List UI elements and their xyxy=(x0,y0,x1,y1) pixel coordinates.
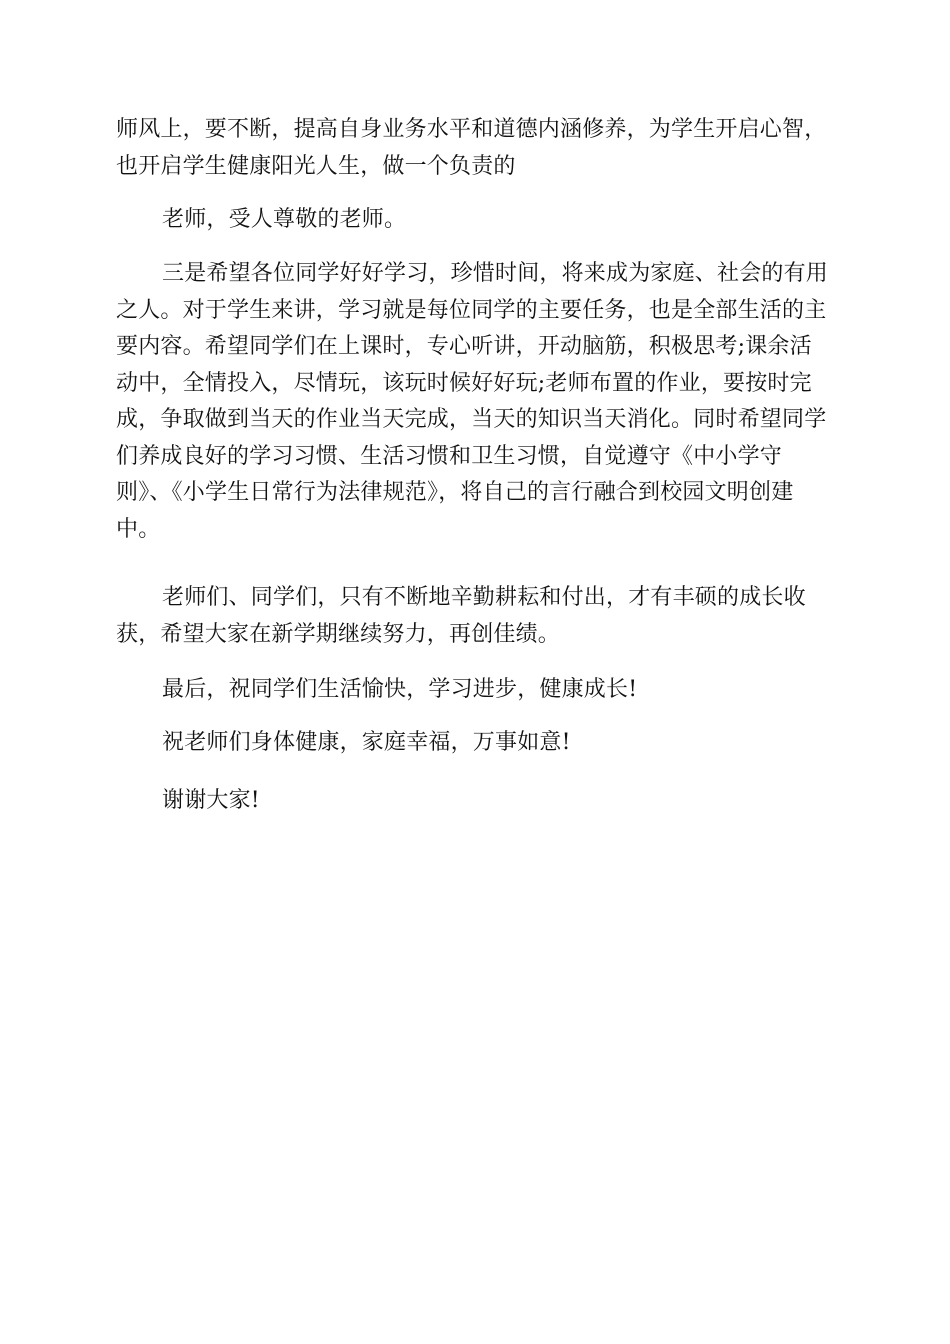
text-line: 要内容。希望同学们在上课时，专心听讲，开动脑筋，积极思考;课余活 xyxy=(116,334,812,359)
paragraph-thanks xyxy=(116,783,836,820)
paragraph-respected-teacher xyxy=(116,202,836,239)
paragraph-student-expectations xyxy=(116,256,836,548)
paragraph-teacher-conduct xyxy=(116,112,836,185)
text-line: 动中，全情投入，尽情玩，该玩时候好好玩;老师布置的作业，要按时完 xyxy=(116,370,812,396)
text-line: 之人。对于学生来讲，学习就是每位同学的主要任务，也是全部生活的主 xyxy=(116,297,827,323)
text-line: 老师，受人尊敬的老师。 xyxy=(162,207,407,232)
text-line: 祝老师们身体健康，家庭幸福，万事如意! xyxy=(162,730,571,755)
text-line: 谢谢大家! xyxy=(162,788,260,813)
text-line: 获，希望大家在新学期继续努力，再创佳绩。 xyxy=(116,621,561,647)
paragraph-hard-work xyxy=(116,580,836,653)
text-line: 老师们、同学们，只有不断地辛勤耕耘和付出，才有丰硕的成长收 xyxy=(162,585,806,610)
text-line: 中。 xyxy=(116,516,161,542)
text-line: 师风上，要不断，提高自身业务水平和道德内涵修养，为学生开启心智， xyxy=(116,117,827,142)
paragraph-wishes-teachers xyxy=(116,725,836,762)
text-line: 三是希望各位同学好好学习，珍惜时间，将来成为家庭、社会的有用 xyxy=(162,261,829,286)
text-line: 成，争取做到当天的作业当天完成，当天的知识当天消化。同时希望同学 xyxy=(116,407,827,432)
text-line: 最后，祝同学们生活愉快，学习进步，健康成长! xyxy=(162,677,638,702)
text-line: 们养成良好的学习习惯、生活习惯和卫生习惯，自觉遵守《中小学守 xyxy=(116,443,783,469)
text-line: 则》、《小学生日常行为法律规范》，将自己的言行融合到校园文明创建 xyxy=(116,480,794,505)
paragraph-wishes-students xyxy=(116,672,836,709)
text-line: 也开启学生健康阳光人生，做一个负责的 xyxy=(116,153,516,179)
